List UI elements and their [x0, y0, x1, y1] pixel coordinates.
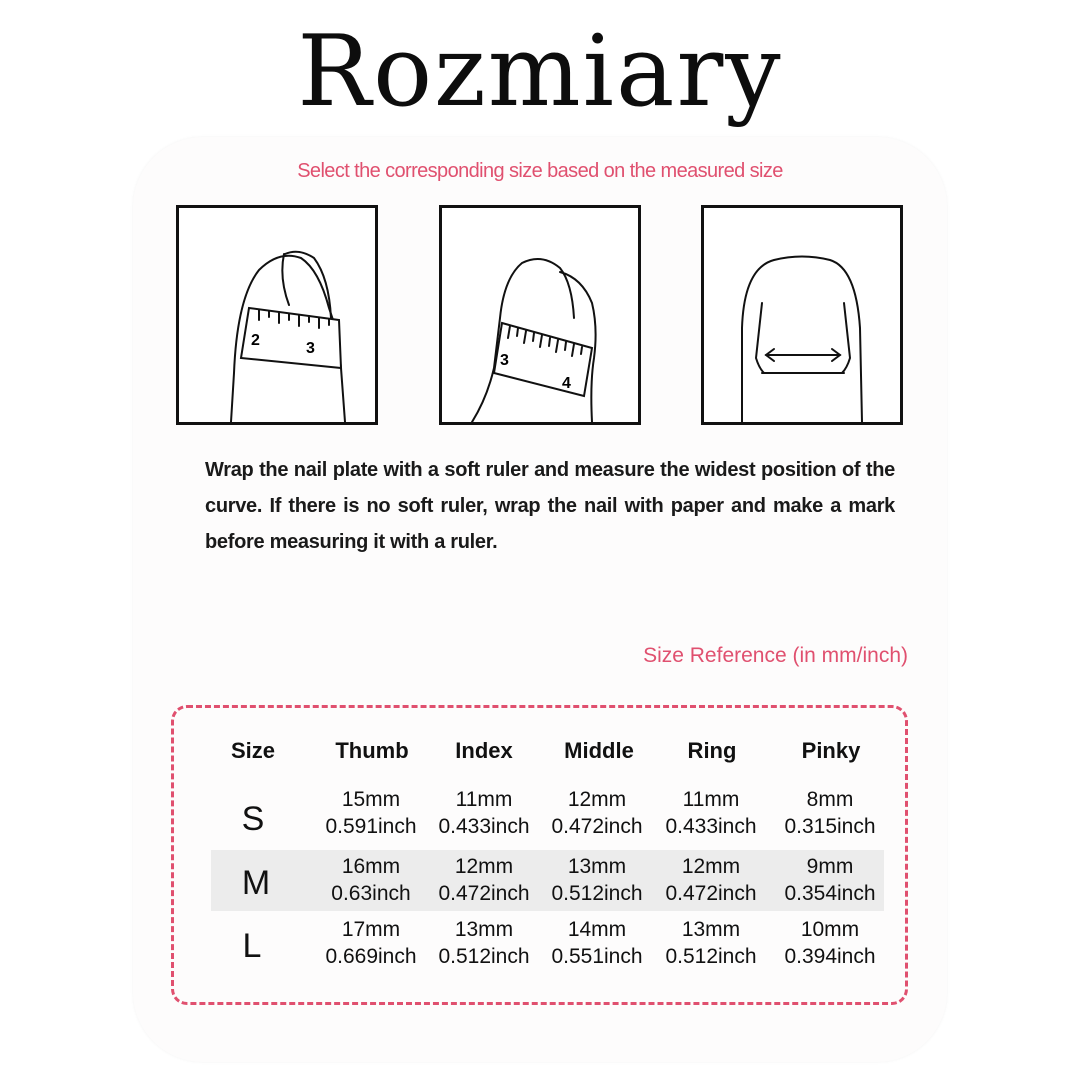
instructions-text: Wrap the nail plate with a soft ruler and measure the widest position of the curve. If there is no soft ruler, wrap the nail with paper and make a mark before measuring it with a ruler. — [205, 459, 895, 553]
header-middle: Middle — [564, 738, 634, 763]
table-cell: 8mm 0.315inch — [784, 788, 876, 838]
table-cell: 9mm 0.354inch — [784, 855, 876, 905]
page-title: Rozmiary — [297, 15, 783, 129]
header-index: Index — [455, 738, 513, 763]
table-cell: 14mm 0.551inch — [551, 918, 643, 968]
header-size: Size — [230, 738, 276, 763]
size-reference-label: Size Reference (in mm/inch) — [643, 644, 908, 667]
table-cell: 12mm 0.472inch — [665, 855, 757, 905]
table-cell: 13mm 0.512inch — [438, 918, 530, 968]
header-thumb: Thumb — [335, 738, 409, 763]
ruler-number: 3 — [306, 340, 315, 357]
thumb-ruler-icon — [179, 208, 375, 422]
table-cell: 13mm 0.512inch — [665, 918, 757, 968]
ruler-number: 3 — [500, 352, 509, 369]
table-cell: 11mm 0.433inch — [438, 788, 530, 838]
table-cell: 11mm 0.433inch — [665, 788, 757, 838]
table-cell: 13mm 0.512inch — [551, 855, 643, 905]
nail-width-illustration — [701, 205, 903, 425]
ruler-number: 4 — [562, 375, 571, 392]
table-cell: 15mm 0.591inch — [325, 788, 417, 838]
nail-width-icon — [704, 208, 900, 422]
table-cell: 12mm 0.472inch — [551, 788, 643, 838]
table-cell: 10mm 0.394inch — [784, 918, 876, 968]
finger-measure-illustration — [439, 205, 641, 425]
subtitle: Select the corresponding size based on the measured size — [297, 160, 783, 182]
size-l: L — [242, 927, 262, 965]
thumb-measure-illustration — [176, 205, 378, 425]
table-cell: 16mm 0.63inch — [331, 855, 411, 905]
highlighted-row-background — [211, 850, 884, 911]
header-pinky: Pinky — [801, 738, 861, 763]
table-cell: 17mm 0.669inch — [325, 918, 417, 968]
table-cell: 12mm 0.472inch — [438, 855, 530, 905]
ruler-number: 2 — [251, 332, 260, 349]
size-s: S — [241, 800, 265, 838]
size-m: M — [241, 864, 271, 902]
header-ring: Ring — [687, 738, 737, 763]
finger-ruler-icon — [442, 208, 638, 422]
